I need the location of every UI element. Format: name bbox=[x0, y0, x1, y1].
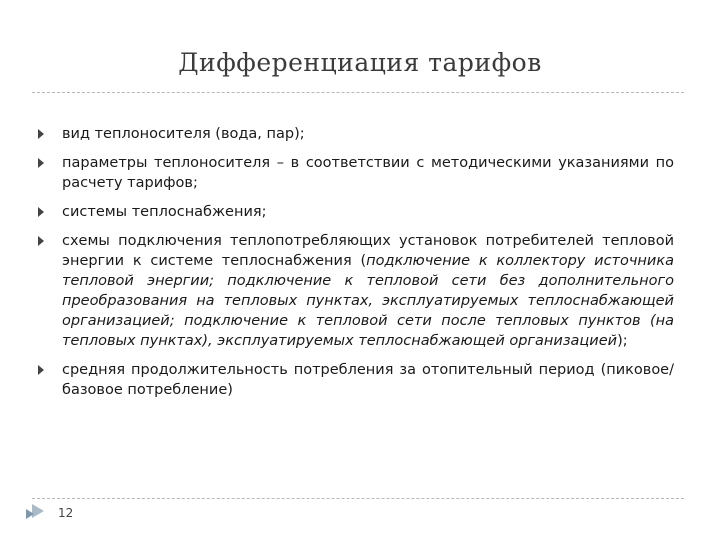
list-item bbox=[36, 202, 674, 222]
list-item-text: системы теплоснабжения; bbox=[62, 204, 267, 220]
list-item-text: параметры теплоносителя – в соответствии с методическими указаниями по расчету тарифов; bbox=[62, 155, 674, 191]
list-item-text: средняя продолжительность потребления за отопительный период (пиковое/базовое потребление) bbox=[62, 362, 674, 398]
triangle-bullet-icon bbox=[38, 236, 44, 246]
triangle-bullet-icon bbox=[38, 158, 44, 168]
list-item bbox=[36, 124, 674, 144]
triangle-bullet-icon bbox=[38, 207, 44, 217]
bullet-list bbox=[36, 124, 674, 409]
slide-title: Дифференциация тарифов bbox=[178, 48, 542, 77]
triangle-bullet-icon bbox=[38, 365, 44, 375]
footer-divider bbox=[32, 498, 684, 499]
list-item bbox=[36, 153, 674, 193]
page-number: 12 bbox=[58, 506, 74, 520]
triangle-bullet-icon bbox=[38, 129, 44, 139]
title-divider bbox=[32, 92, 684, 93]
list-item-text: вид теплоносителя (вода, пар); bbox=[62, 126, 305, 142]
list-item bbox=[36, 231, 674, 351]
list-item bbox=[36, 360, 674, 400]
list-item-tail-text: ); bbox=[617, 333, 628, 349]
list-item-italic-text: подключение к коллектору источника тепловой энергии; подключение к тепловой сети без дополнительного преобразования на тепловых пунктах, эксплуатируемых теплоснабжающей организацией; подключение к тепловой сети после тепловых пунктов (на тепловых пунктах), эксплуатируемых теплоснабжающей организацией bbox=[62, 253, 674, 349]
footer-arrow-inner-icon bbox=[26, 509, 34, 519]
list-item-text: схемы подключения теплопотребляющих установок потребителей тепловой энергии к системе теплоснабжения ( bbox=[62, 233, 674, 269]
